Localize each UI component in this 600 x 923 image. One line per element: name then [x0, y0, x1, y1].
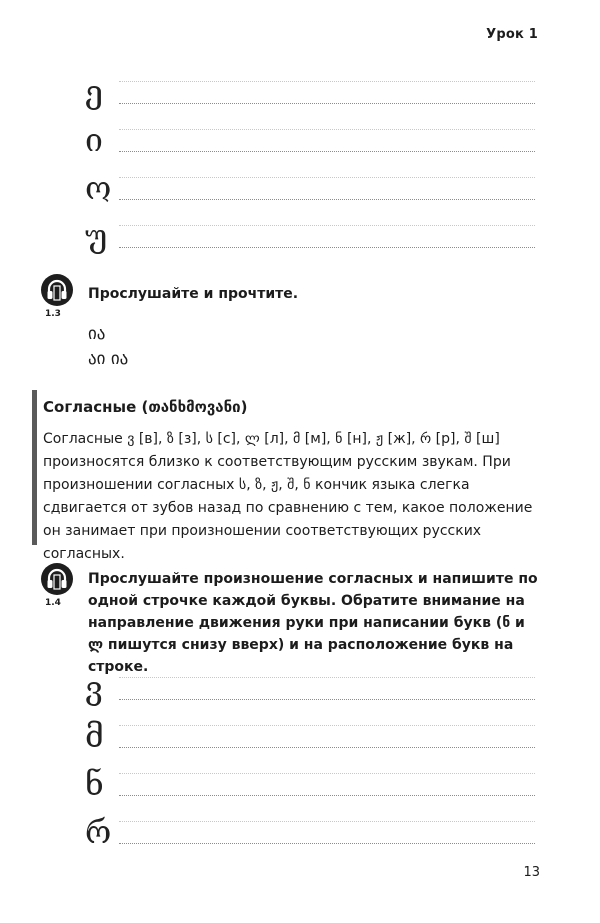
headphones-icon [40, 562, 74, 596]
reading-line: აი ია [88, 349, 129, 369]
page-number: 13 [523, 865, 540, 880]
task-instruction: Прослушайте и прочтите. [88, 286, 299, 302]
practice-letter: ო [85, 169, 112, 207]
rule-title: Согласные (თანხმოვანი) [43, 398, 248, 416]
writing-line [119, 151, 535, 152]
guide-line [119, 725, 535, 726]
guide-line [119, 821, 535, 822]
rule-sidebar-bar [32, 390, 37, 545]
practice-letter: ი [85, 121, 103, 159]
writing-row [85, 206, 535, 254]
reading-line: ია [88, 324, 106, 344]
writing-row [85, 62, 535, 110]
guide-line [119, 81, 535, 82]
practice-letter: ვ [85, 669, 103, 707]
headphones-icon [40, 273, 74, 307]
writing-line [119, 247, 535, 248]
practice-letter: რ [85, 813, 112, 851]
guide-line [119, 773, 535, 774]
writing-line [119, 699, 535, 700]
task-instruction: Прослушайте произношение согласных и напишите по одной строчке каждой буквы. Обратите внимание на направление движения руки при написании букв (ნ и ლ пишутся снизу вверх) и на расположение букв на строке. [88, 571, 538, 675]
task-number: 1.3 [45, 309, 61, 319]
guide-line [119, 225, 535, 226]
writing-row [85, 802, 535, 850]
writing-line [119, 103, 535, 104]
task-number: 1.4 [45, 598, 61, 608]
writing-line [119, 747, 535, 748]
writing-line [119, 199, 535, 200]
consonant-writing-practice [85, 658, 535, 850]
writing-row [85, 706, 535, 754]
vowel-writing-practice [85, 62, 535, 254]
rule-text: Согласные ვ [в], ზ [з], ს [с], ლ [л], მ [м], ნ [н], ჟ [ж], რ [р], შ [ш] произносятся близко к соответствующим русским звукам. При произношении согласных ს, ზ, ჟ, შ, ნ кончик языка слегка сдвигается от зубов назад по сравнению с тем, какое положение он занимает при произношении соответствующих русских согласных. [43, 431, 533, 562]
writing-row [85, 658, 535, 706]
writing-line [119, 843, 535, 844]
writing-row [85, 754, 535, 802]
practice-letter: ე [85, 73, 103, 111]
guide-line [119, 177, 535, 178]
practice-letter: ნ [85, 765, 104, 803]
lesson-label: Урок 1 [486, 27, 538, 42]
writing-row [85, 110, 535, 158]
practice-letter: მ [85, 717, 104, 755]
guide-line [119, 677, 535, 678]
guide-line [119, 129, 535, 130]
practice-letter: უ [85, 217, 108, 255]
writing-line [119, 795, 535, 796]
writing-row [85, 158, 535, 206]
